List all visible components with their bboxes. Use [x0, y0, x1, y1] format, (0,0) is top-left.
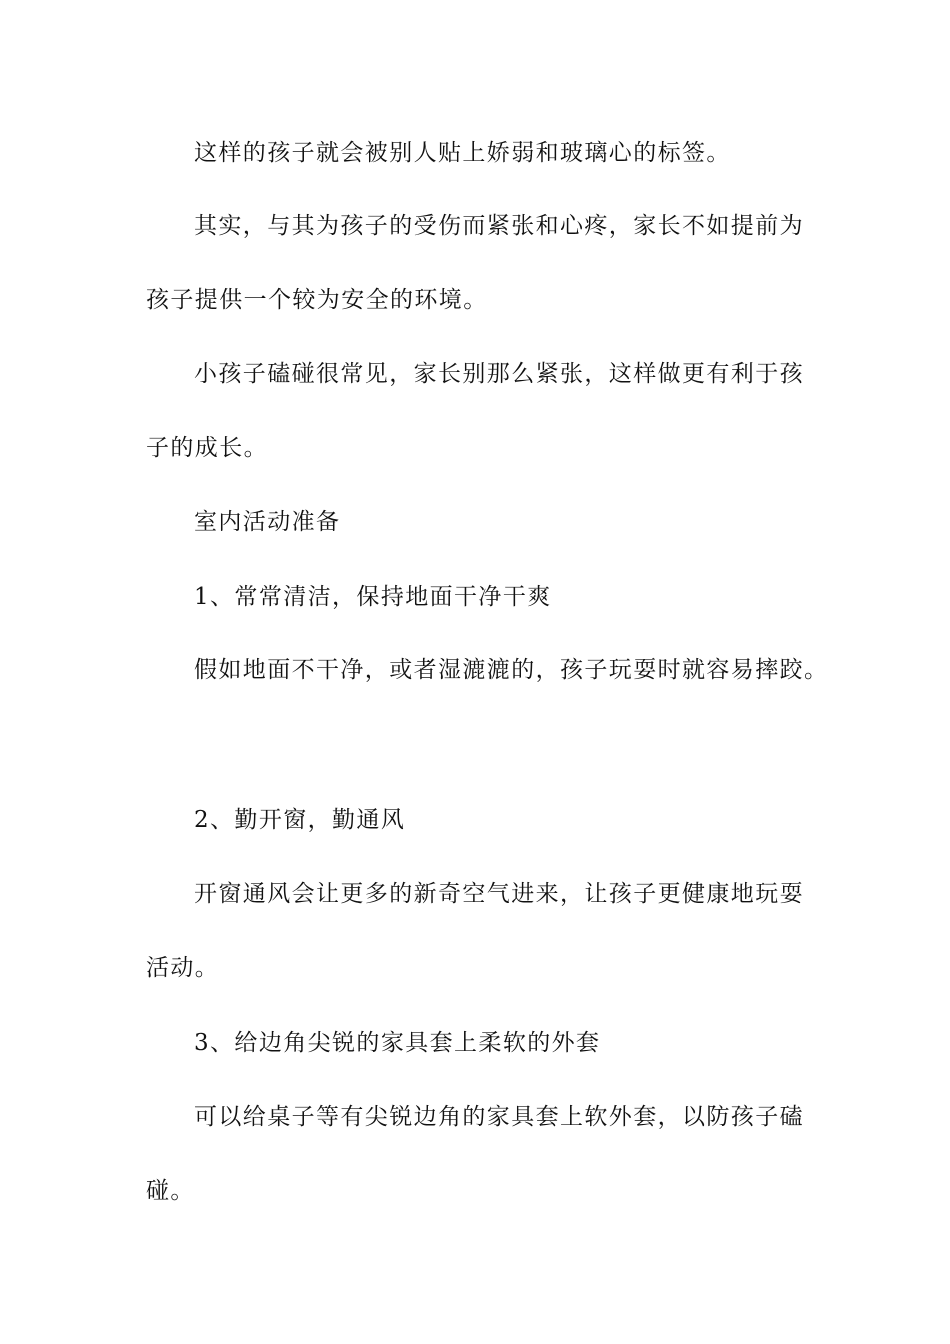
list-item-heading-2: 2、勤开窗，勤通风: [194, 807, 406, 833]
section-heading: 室内活动准备: [194, 509, 341, 535]
paragraph-line-2: 其实，与其为孩子的受伤而紧张和心疼，家长不如提前为: [194, 213, 804, 239]
paragraph-line-5: 子的成长。: [146, 435, 268, 461]
paragraph-line-11: 活动。: [146, 955, 220, 981]
paragraph-line-4: 小孩子磕碰很常见，家长别那么紧张，这样做更有利于孩: [194, 361, 804, 387]
list-item-heading-1: 1、常常清洁，保持地面干净干爽: [194, 584, 552, 610]
list-item-heading-3: 3、给边角尖锐的家具套上柔软的外套: [194, 1030, 601, 1056]
paragraph-line-14: 碰。: [146, 1178, 195, 1204]
paragraph-line-1: 这样的孩子就会被别人贴上娇弱和玻璃心的标签。: [194, 140, 731, 166]
paragraph-line-3: 孩子提供一个较为安全的环境。: [146, 287, 488, 313]
paragraph-line-13: 可以给桌子等有尖锐边角的家具套上软外套，以防孩子磕: [194, 1104, 804, 1130]
paragraph-line-10: 开窗通风会让更多的新奇空气进来，让孩子更健康地玩耍: [194, 881, 804, 907]
paragraph-line-8: 假如地面不干净，或者湿漉漉的，孩子玩耍时就容易摔跤。: [194, 657, 829, 683]
